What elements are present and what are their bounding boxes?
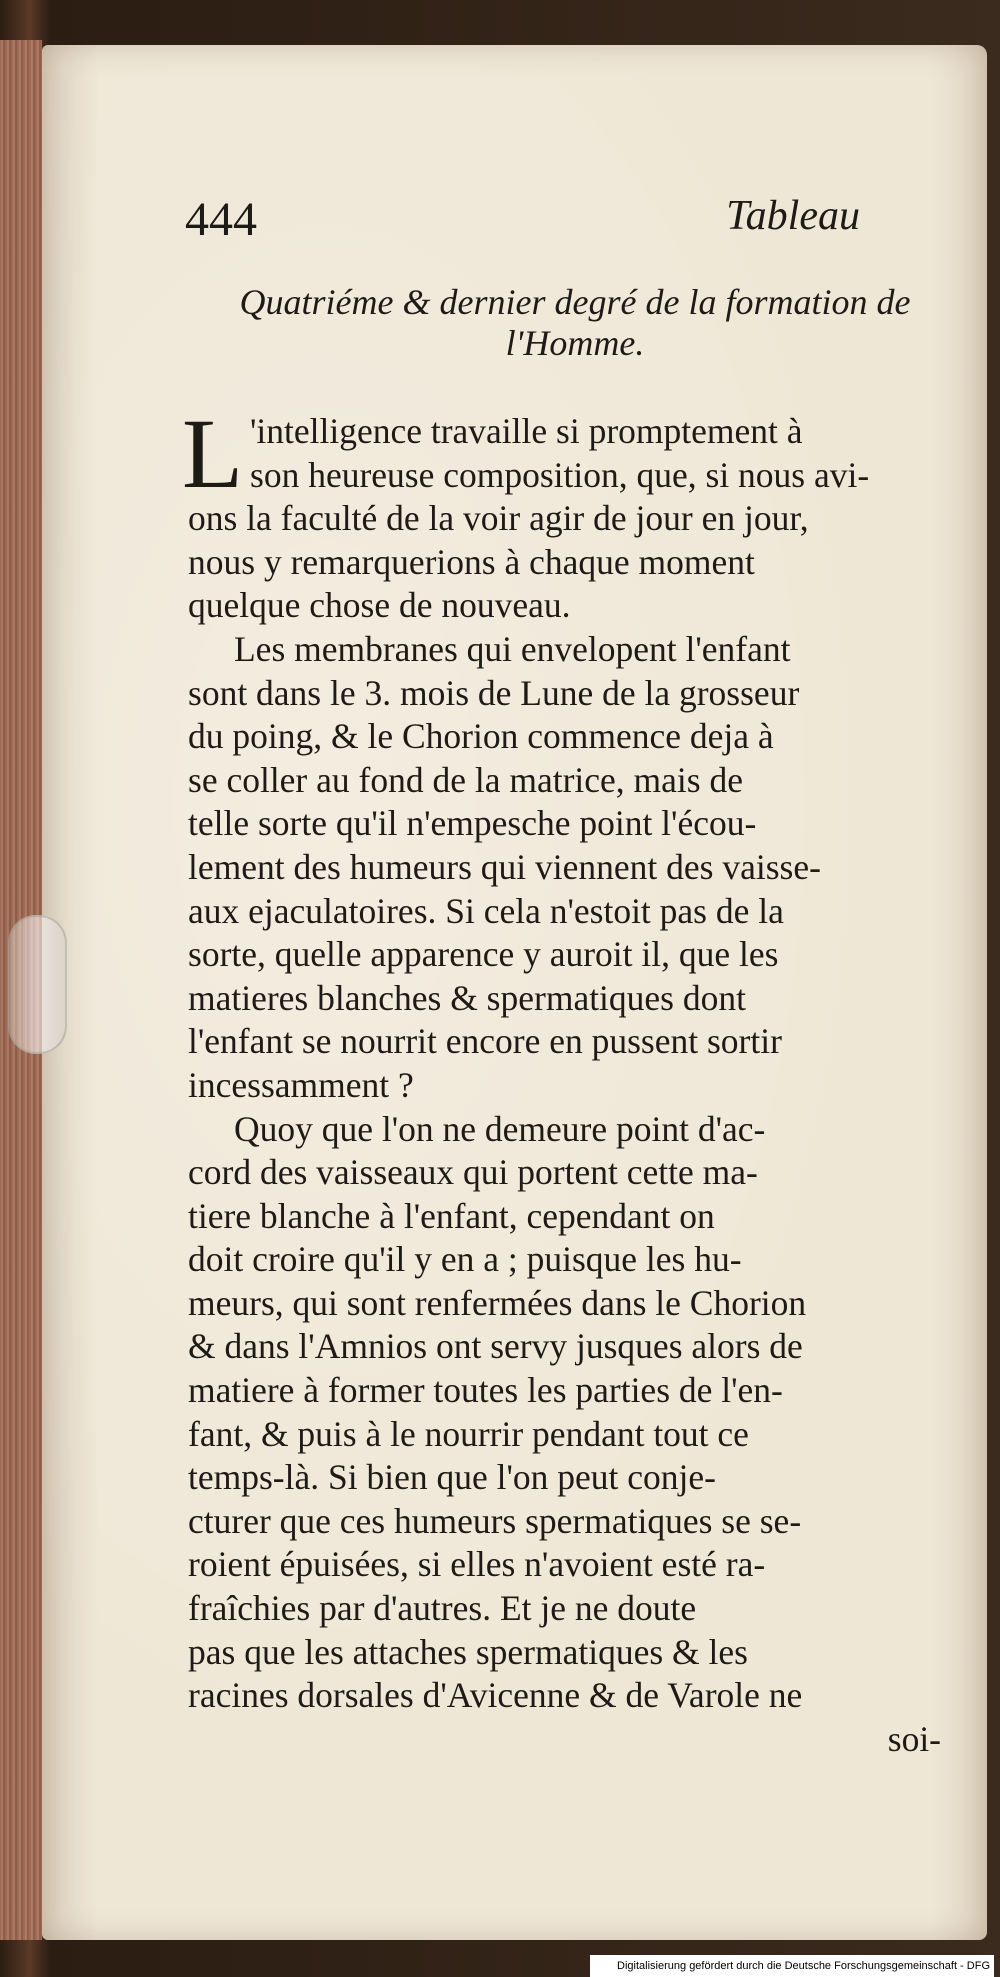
text-line: fraîchies par d'autres. Et je ne doute: [188, 1588, 697, 1629]
section-title-line-1: Quatriéme & dernier degré de la formation de: [239, 282, 911, 322]
text-line: quelque chose de nouveau.: [188, 585, 571, 626]
page-header: [185, 192, 945, 252]
text-line: Quoy que l'on ne demeure point d'ac-: [234, 1108, 766, 1149]
text-line: matieres blanches & spermatiques dont: [188, 977, 746, 1018]
text-line: Les membranes qui envelopent l'enfant: [234, 628, 791, 669]
section-title: [195, 282, 955, 365]
running-head: Tableau: [726, 193, 860, 239]
text-line: nous y remarquerions à chaque moment: [188, 541, 755, 582]
text-line: aux ejaculatoires. Si cela n'estoit pas de la: [188, 890, 784, 931]
text-line: ons la faculté de la voir agir de jour en jour,: [188, 498, 809, 539]
text-line: incessamment ?: [188, 1064, 414, 1105]
text-line: l'enfant se nourrit encore en pussent sortir: [188, 1021, 782, 1062]
text-line: temps-là. Si bien que l'on peut conje-: [188, 1457, 716, 1498]
text-line: du poing, & le Chorion commence deja à: [188, 716, 774, 757]
text-line: matiere à former toutes les parties de l'en-: [188, 1370, 783, 1411]
page-number: 444: [185, 193, 257, 246]
text-line: & dans l'Amnios ont servy jusques alors de: [188, 1326, 803, 1367]
text-line: son heureuse composition, que, si nous avi-: [250, 454, 870, 495]
text-line: 'intelligence travaille si promptement à: [250, 411, 803, 451]
text-line: racines dorsales d'Avicenne & de Varole ne: [188, 1675, 803, 1716]
text-line: cord des vaisseaux qui portent cette ma-: [188, 1152, 758, 1193]
text-line: telle sorte qu'il n'empesche point l'écou-: [188, 803, 757, 844]
text-line: pas que les attaches spermatiques & les: [188, 1631, 748, 1672]
drop-cap: L: [182, 398, 244, 509]
body-text: [182, 398, 943, 1761]
text-line: sont dans le 3. mois de Lune de la grosseur: [188, 672, 800, 713]
text-line: sorte, quelle apparence y auroit il, que les: [188, 934, 779, 975]
text-line: cturer que ces humeurs spermatiques se se-: [188, 1500, 802, 1541]
text-line: meurs, qui sont renfermées dans le Chorion: [188, 1282, 807, 1323]
text-line: fant, & puis à le nourrir pendant tout ce: [188, 1413, 749, 1454]
text-line: tiere blanche à l'enfant, cependant on: [188, 1195, 715, 1236]
digitization-credit: Digitalisierung gefördert durch die Deutsche Forschungsgemeinschaft - DFG: [590, 1955, 994, 1977]
text-line: lement des humeurs qui viennent des vaisse-: [188, 846, 821, 887]
text-line: doit croire qu'il y en a ; puisque les hu-: [188, 1239, 742, 1280]
page-clip: [8, 915, 67, 1054]
section-title-line-2: l'Homme.: [505, 323, 645, 364]
text-line: roient épuisées, si elles n'avoient esté ra-: [188, 1544, 766, 1585]
text-line: se coller au fond de la matrice, mais de: [188, 759, 743, 800]
catchword: soi-: [887, 1718, 941, 1759]
